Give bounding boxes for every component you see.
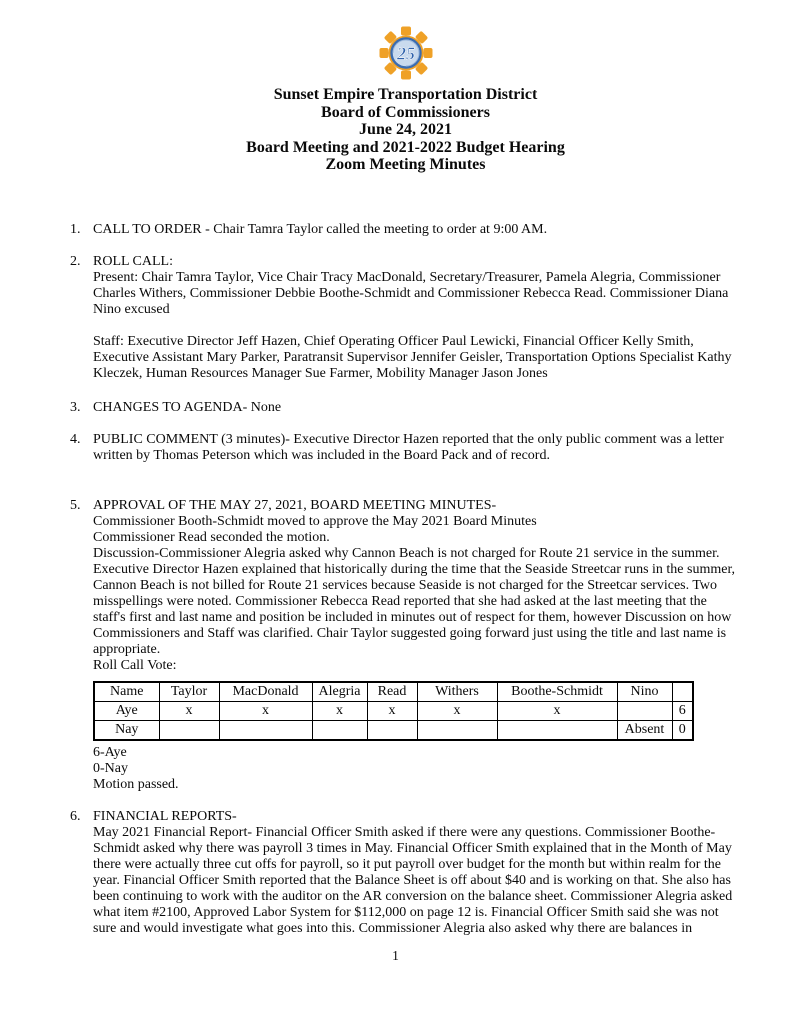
header-cell-count [672, 682, 693, 702]
minutes-approval-heading: APPROVAL OF THE MAY 27, 2021, BOARD MEETING MINUTES- [93, 497, 497, 513]
motion-moved-line: Commissioner Booth-Schmidt moved to approve the May 2021 Board Minutes [93, 513, 537, 529]
logo-wrap [70, 26, 741, 82]
item-number: 2. [70, 253, 81, 269]
agenda-item-call-to-order [70, 222, 741, 238]
discussion-paragraph: Discussion-Commissioner Alegria asked why Cannon Beach is not charged for Route 21 service in the summer. Executive Director Hazen explained that historically during the time that the Seaside Streetcar runs in the summer, Cannon Beach is not billed for Route 21 services because Seaside is not charged for the Streetcar services. Two misspellings were noted. Commissioner Rebecca Read reported that she had asked at the last meeting that the staff's first and last name and position be included in minutes out of respect for them, however Discussion on how Commissioners and Staff was clarified. Chair Taylor suggested going forward just using the title and last name is appropriate. [93, 545, 736, 657]
agenda-item-changes-to-agenda [70, 400, 741, 416]
roll-call-vote-label: Roll Call Vote: [93, 657, 177, 673]
item-number: 1. [70, 221, 81, 237]
financial-report-paragraph: May 2021 Financial Report- Financial Officer Smith asked if there were any questions. Commissioner Boothe-Schmidt asked why there was payroll 3 times in May. Financial Officer Smith explained that in the Month of May there were actually three cut offs for payroll, so it put payroll over budget for the month but within realm for the year. Financial Officer Smith reported that the Balance Sheet is off about $40 and is working on that. She also has been continuing to work with the auditor on the AR conversion on the balance sheet. Commissioner Alegria asked what item #2100, Approved Labor System for $112,000 on page 12 is. Financial Officer Smith said she was not sure and would investigate what goes into this. Commissioner Alegria also asked why there are balances in [93, 824, 733, 936]
header-cell-withers: Withers [417, 682, 497, 702]
nay-total: 0 [672, 720, 693, 740]
aye-vote-alegria: x [312, 701, 367, 720]
header-cell-read: Read [367, 682, 417, 702]
aye-vote-taylor: x [159, 701, 219, 720]
item-text: CHANGES TO AGENDA- None [93, 399, 282, 415]
aye-row-label: Aye [94, 701, 159, 720]
staff-paragraph: Staff: Executive Director Jeff Hazen, Chief Operating Officer Paul Lewicki, Financial Officer Kelly Smith, Executive Assistant Mary Parker, Paratransit Supervisor Jennifer Geisler, Transportation Options Specialist Kathy Kleczek, Human Resources Manager Sue Farmer, Mobility Manager Jason Jones [93, 333, 732, 381]
roll-call-heading: ROLL CALL: [93, 253, 173, 269]
present-paragraph: Present: Chair Tamra Taylor, Vice Chair Tracy MacDonald, Secretary/Treasurer, Pamela Alegria, Commissioner Charles Withers, Commissioner Debbie Boothe-Schmidt and Commissioner Rebecca Read. Commissioner Diana Nino excused [93, 269, 729, 317]
vote-result-nay: 0-Nay [93, 760, 128, 776]
aye-vote-boothe-schmidt: x [497, 701, 617, 720]
nay-vote-withers [417, 720, 497, 740]
nay-row-label: Nay [94, 720, 159, 740]
agenda-item-public-comment [70, 432, 741, 464]
vote-table-header-row [94, 682, 693, 702]
financial-reports-heading: FINANCIAL REPORTS- [93, 808, 237, 824]
nay-vote-alegria [312, 720, 367, 740]
agenda-item-roll-call [70, 254, 741, 382]
vote-table-nay-row [94, 720, 693, 740]
aye-total: 6 [672, 701, 693, 720]
nay-vote-taylor [159, 720, 219, 740]
vote-result-aye: 6-Aye [93, 744, 127, 760]
nay-vote-read [367, 720, 417, 740]
motion-seconded-line: Commissioner Read seconded the motion. [93, 529, 330, 545]
item-number: 3. [70, 399, 81, 415]
item-number: 4. [70, 431, 81, 447]
title-line-meeting: Board Meeting and 2021-2022 Budget Hearing [246, 138, 565, 156]
agenda-item-financial-reports [70, 809, 741, 937]
item-number: 6. [70, 808, 81, 824]
aye-vote-read: x [367, 701, 417, 720]
header-cell-name: Name [94, 682, 159, 702]
item-text: PUBLIC COMMENT (3 minutes)- Executive Director Hazen reported that the only public comment was a letter written by Thomas Peterson which was included in the Board Pack and of record. [93, 431, 724, 463]
roll-call-vote-table [93, 681, 694, 741]
nay-vote-boothe-schmidt [497, 720, 617, 740]
document-title-block [70, 86, 741, 174]
nay-vote-nino: Absent [617, 720, 672, 740]
header-cell-taylor: Taylor [159, 682, 219, 702]
page-number: 1 [392, 948, 399, 963]
header-cell-macdonald: MacDonald [219, 682, 312, 702]
nay-vote-macdonald [219, 720, 312, 740]
header-cell-boothe-schmidt: Boothe-Schmidt [497, 682, 617, 702]
title-line-board: Board of Commissioners [321, 103, 490, 121]
title-line-minutes: Zoom Meeting Minutes [325, 156, 486, 174]
vote-result-motion: Motion passed. [93, 776, 179, 792]
title-line-date: June 24, 2021 [359, 121, 452, 139]
item-number: 5. [70, 497, 81, 513]
item-text: CALL TO ORDER - Chair Tamra Taylor called the meeting to order at 9:00 AM. [93, 221, 548, 237]
logo-25-label: 25 [396, 43, 415, 64]
aye-vote-nino [617, 701, 672, 720]
aye-vote-macdonald: x [219, 701, 312, 720]
vote-table-aye-row [94, 701, 693, 720]
agenda-item-minutes-approval [70, 498, 741, 793]
title-line-district: Sunset Empire Transportation District [273, 86, 538, 103]
aye-vote-withers: x [417, 701, 497, 720]
anniversary-gear-logo-icon [377, 26, 435, 80]
header-cell-alegria: Alegria [312, 682, 367, 702]
header-cell-nino: Nino [617, 682, 672, 702]
